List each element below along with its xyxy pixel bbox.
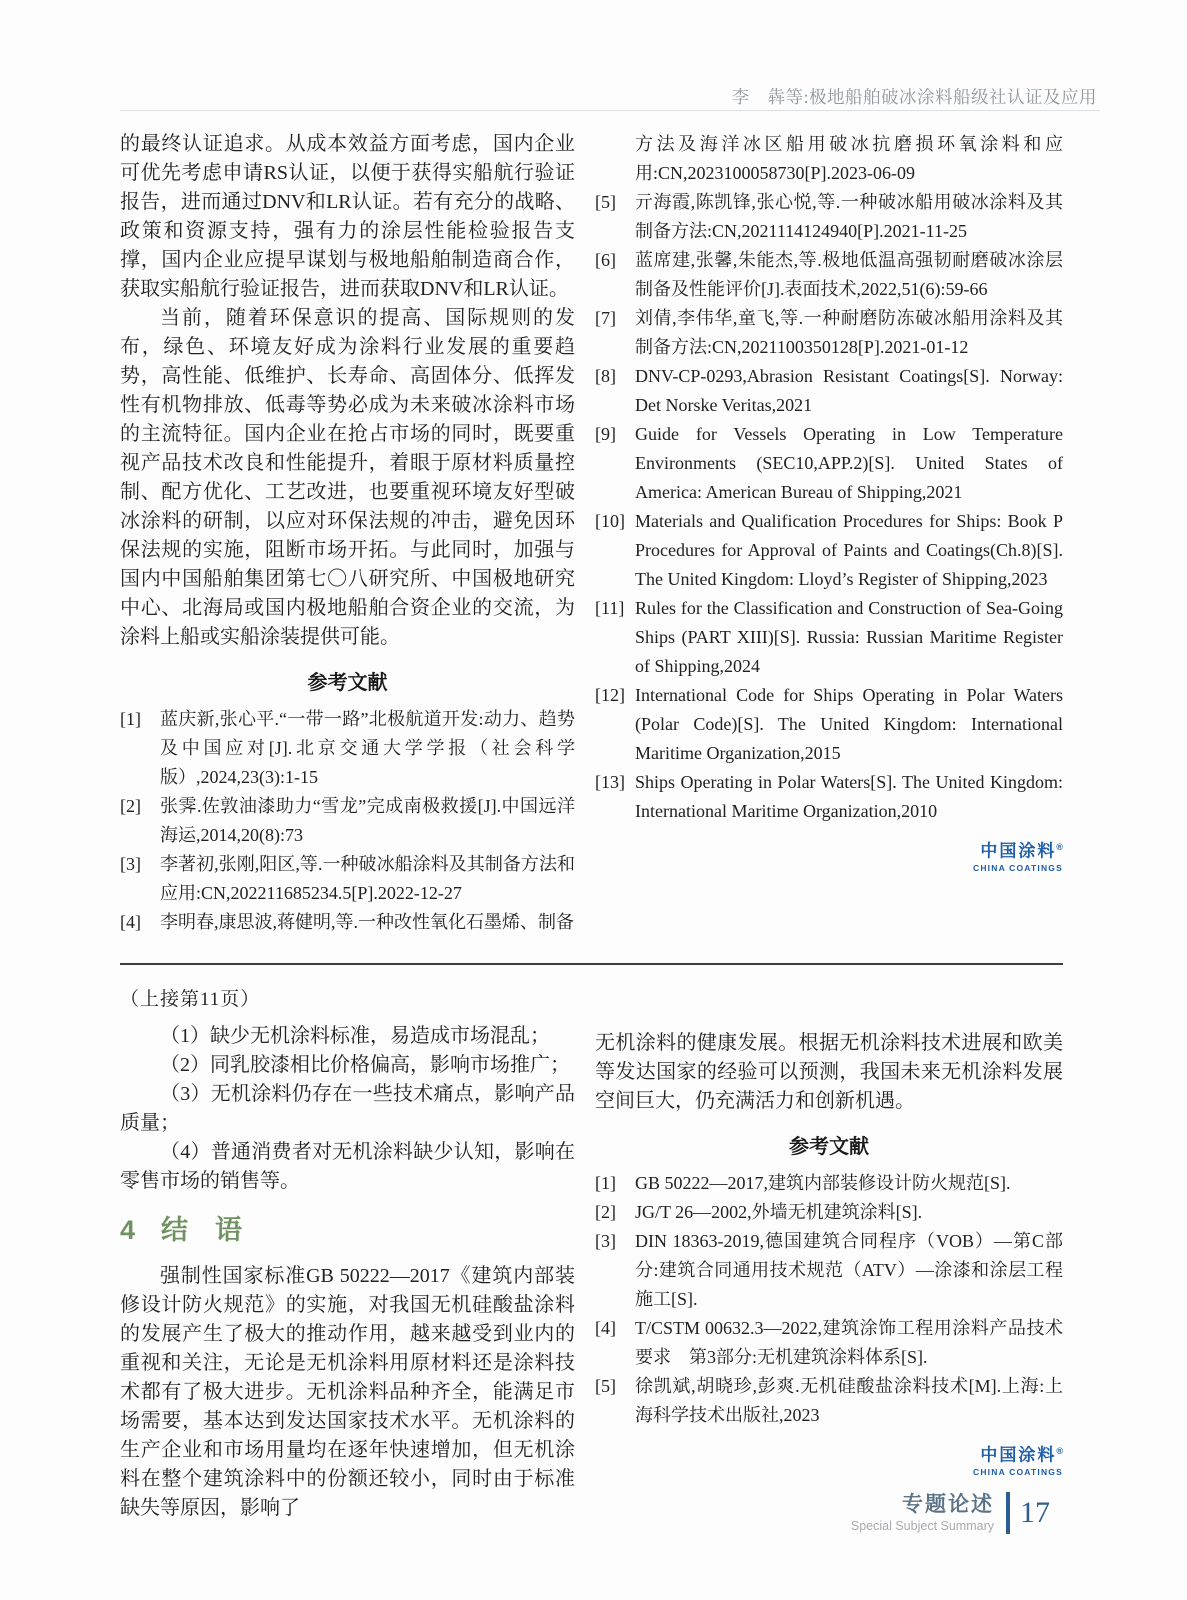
reference-text: Ships Operating in Polar Waters[S]. The United Kingdom: International Maritime Organization,2010 bbox=[635, 772, 1063, 821]
reference-text: 李著初,张刚,阳区,等.一种破冰船涂料及其制备方法和应用:CN,202211685234.5[P].2022-12-27 bbox=[160, 854, 575, 903]
page-number: 17 bbox=[1020, 1496, 1050, 1529]
footer-divider-bar bbox=[1006, 1492, 1010, 1534]
logo-en-text: CHINA COATINGS bbox=[973, 862, 1063, 873]
reference-label: [7] bbox=[595, 308, 616, 328]
reference-item bbox=[595, 681, 1063, 768]
section-heading bbox=[120, 1212, 575, 1248]
logo-cn-text bbox=[980, 1442, 1063, 1465]
body-paragraph: 的最终认证追求。从成本效益方面考虑，国内企业可优先考虑申请RS认证，以便于获得实船航行验证报告，进而通过DNV和LR认证。若有充分的战略、政策和资源支持，强有力的涂层性能检验报告支撑，国内企业应提早谋划与极地船舶制造商合作，获取实船航行验证报告，进而获取DNV和LR认证。 bbox=[120, 133, 575, 300]
page-content bbox=[120, 130, 1063, 1523]
conclusion-paragraph: 无机涂料的健康发展。根据无机涂料技术进展和欧美等发达国家的经验可以预测，我国未来无机涂料发展空间巨大，仍充满活力和创新机遇。 bbox=[595, 1032, 1063, 1112]
registered-mark: ® bbox=[1056, 1446, 1063, 1456]
reference-item bbox=[595, 130, 1063, 188]
reference-label: [5] bbox=[595, 192, 616, 212]
reference-item bbox=[120, 908, 575, 937]
list-item: （1）缺少无机涂料标准，易造成市场混乱； bbox=[160, 1025, 550, 1047]
reference-label: [2] bbox=[595, 1202, 616, 1222]
list-item: （2）同乳胶漆相比价格偏高，影响市场推广； bbox=[160, 1054, 570, 1076]
reference-label: [5] bbox=[595, 1376, 616, 1396]
logo-en-text: CHINA COATINGS bbox=[973, 1466, 1063, 1477]
list-item: （3）无机涂料仍存在一些技术痛点，影响产品质量； bbox=[120, 1083, 575, 1134]
top-left-column bbox=[120, 130, 575, 937]
list-item: （4）普通消费者对无机涂料缺少认知，影响在零售市场的销售等。 bbox=[120, 1141, 575, 1192]
article-bottom bbox=[120, 965, 1063, 1523]
issues-list bbox=[120, 1022, 575, 1196]
reference-text: T/CSTM 00632.3—2022,建筑涂饰工程用涂料产品技术要求 第3部分:无机建筑涂料体系[S]. bbox=[635, 1318, 1063, 1367]
footer-title-en: Special Subject Summary bbox=[850, 1518, 994, 1533]
reference-item bbox=[595, 1372, 1063, 1430]
bottom-right-column bbox=[595, 985, 1063, 1523]
references-list bbox=[595, 1169, 1063, 1430]
references-list bbox=[595, 130, 1063, 826]
reference-text: DNV-CP-0293,Abrasion Resistant Coatings[S]. Norway: Det Norske Veritas,2021 bbox=[635, 366, 1063, 415]
reference-item bbox=[120, 705, 575, 792]
top-right-column bbox=[595, 130, 1063, 937]
reference-item bbox=[595, 768, 1063, 826]
reference-label: [6] bbox=[595, 250, 616, 270]
running-head: 李 犇等:极地船舶破冰涂料船级社认证及应用 bbox=[731, 87, 1097, 107]
footer-title-cn: 专题论述 bbox=[902, 1492, 994, 1516]
section-number: 4 bbox=[120, 1215, 136, 1245]
reference-label: [11] bbox=[595, 598, 625, 618]
china-coatings-logo bbox=[595, 838, 1063, 873]
reference-text: JG/T 26—2002,外墙无机建筑涂料[S]. bbox=[635, 1202, 923, 1222]
reference-text: Guide for Vessels Operating in Low Temperature Environments (SEC10,APP.2)[S]. United States of America: American Bureau of Shipping,2021 bbox=[635, 424, 1063, 502]
reference-item bbox=[595, 1169, 1063, 1198]
reference-item bbox=[595, 507, 1063, 594]
reference-text: 蓝席建,张馨,朱能杰,等.极地低温高强韧耐磨破冰涂层制备及性能评价[J].表面技术,2022,51(6):59-66 bbox=[635, 250, 1063, 299]
reference-item bbox=[595, 1314, 1063, 1372]
reference-label: [4] bbox=[595, 1318, 616, 1338]
reference-item bbox=[595, 246, 1063, 304]
reference-item bbox=[595, 420, 1063, 507]
reference-label: [9] bbox=[595, 424, 616, 444]
reference-item bbox=[595, 594, 1063, 681]
reference-text: 方法及海洋冰区船用破冰抗磨损环氧涂料和应用:CN,2023100058730[P].2023-06-09 bbox=[635, 134, 1063, 183]
conclusion-paragraph: 强制性国家标准GB 50222—2017《建筑内部装修设计防火规范》的实施，对我国无机硅酸盐涂料的发展产生了极大的推动作用，越来越受到业内的重视和关注，无论是无机涂料用原材料还是涂料技术都有了极大进步。无机涂料品种齐全，能满足市场需要，基本达到发达国家技术水平。无机涂料的生产企业和市场用量均在逐年快速增加，但无机涂料在整个建筑涂料中的份额还较小，同时由于标准缺失等原因，影响了 bbox=[120, 1265, 575, 1519]
references-heading: 参考文献 bbox=[307, 672, 388, 694]
registered-mark: ® bbox=[1056, 842, 1063, 852]
reference-text: 刘倩,李伟华,童飞,等.一种耐磨防冻破冰船用涂料及其制备方法:CN,2021100350128[P].2021-01-12 bbox=[635, 308, 1063, 357]
section-title: 结 语 bbox=[161, 1215, 243, 1245]
reference-text: 李明春,康思波,蒋健明,等.一种改性氧化石墨烯、制备 bbox=[160, 912, 574, 932]
article-top bbox=[120, 130, 1063, 963]
reference-text: 亓海霞,陈凯锋,张心悦,等.一种破冰船用破冰涂料及其制备方法:CN,2021114124940[P].2021-11-25 bbox=[635, 192, 1063, 241]
logo-cn-label: 中国涂料 bbox=[980, 1445, 1057, 1465]
reference-text: Materials and Qualification Procedures for Ships: Book P Procedures for Approval of Paints and Coatings(Ch.8)[S]. The United Kingdom: Lloyd’s Register of Shipping,2023 bbox=[635, 511, 1063, 589]
reference-label: [1] bbox=[120, 709, 141, 729]
reference-text: 徐凯斌,胡晓珍,彭爽.无机硅酸盐涂料技术[M].上海:上海科学技术出版社,2023 bbox=[635, 1376, 1063, 1425]
china-coatings-logo bbox=[595, 1442, 1063, 1477]
reference-label: [3] bbox=[595, 1231, 616, 1251]
reference-item bbox=[595, 1198, 1063, 1227]
reference-label: [3] bbox=[120, 854, 141, 874]
body-paragraph: 当前，随着环保意识的提高、国际规则的发布，绿色、环境友好成为涂料行业发展的重要趋势，高性能、低维护、长寿命、高固体分、低挥发性有机物排放、低毒等势必成为未来破冰涂料市场的主流特征。国内企业在抢占市场的同时，既要重视产品技术改良和性能提升，着眼于原材料质量控制、配方优化、工艺改进，也要重视环境友好型破冰涂料的研制，以应对环保法规的冲击，避免因环保法规的实施，阻断市场开拓。与此同时，加强与国内中国船舶集团第七〇八研究所、中国极地研究中心、北海局或国内极地船舶合资企业的交流，为涂料上船或实船涂装提供可能。 bbox=[120, 307, 575, 648]
logo-cn-label: 中国涂料 bbox=[980, 841, 1057, 861]
footer-labels bbox=[851, 1494, 994, 1533]
reference-label: [10] bbox=[595, 511, 625, 531]
reference-text: DIN 18363-2019,德国建筑合同程序（VOB）—第C部分:建筑合同通用技术规范（ATV）—涂漆和涂层工程施工[S]. bbox=[635, 1231, 1063, 1309]
reference-item bbox=[595, 1227, 1063, 1314]
page-footer bbox=[851, 1492, 1050, 1534]
header-rule bbox=[120, 110, 1100, 111]
reference-text: Rules for the Classification and Construction of Sea-Going Ships (PART XIII)[S]. Russia: Russian Maritime Register of Shipping,2024 bbox=[635, 598, 1063, 676]
reference-label: [4] bbox=[120, 912, 141, 932]
reference-text: International Code for Ships Operating in Polar Waters (Polar Code)[S]. The United Kingdom: International Maritime Organization,2015 bbox=[635, 685, 1063, 763]
continued-from-note: （上接第11页） bbox=[120, 989, 261, 1010]
reference-item bbox=[120, 850, 575, 908]
reference-label: [12] bbox=[595, 685, 625, 705]
reference-item bbox=[595, 304, 1063, 362]
references-heading: 参考文献 bbox=[789, 1136, 869, 1158]
reference-item bbox=[120, 792, 575, 850]
reference-label: [1] bbox=[595, 1173, 616, 1193]
bottom-left-column bbox=[120, 985, 575, 1523]
reference-text: 张霁.佐敦油漆助力“雪龙”完成南极救援[J].中国远洋海运,2014,20(8):73 bbox=[160, 796, 575, 845]
reference-item bbox=[595, 362, 1063, 420]
references-list bbox=[120, 705, 575, 937]
reference-label: [2] bbox=[120, 796, 141, 816]
reference-text: 蓝庆新,张心平.“一带一路”北极航道开发:动力、趋势及中国应对[J].北京交通大学学报（社会科学版）,2024,23(3):1-15 bbox=[160, 709, 575, 787]
reference-text: GB 50222—2017,建筑内部装修设计防火规范[S]. bbox=[635, 1173, 1011, 1193]
reference-label: [8] bbox=[595, 366, 616, 386]
logo-cn-text bbox=[980, 838, 1063, 861]
reference-label: [13] bbox=[595, 772, 625, 792]
reference-item bbox=[595, 188, 1063, 246]
